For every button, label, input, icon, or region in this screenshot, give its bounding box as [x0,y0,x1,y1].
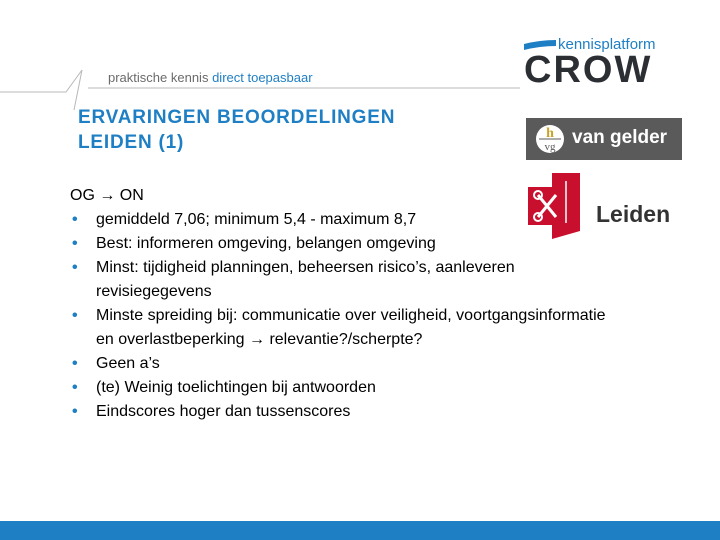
bullet-icon: • [72,379,78,396]
list-item-text: Minste spreiding bij: communicatie over veiligheid, voortgangsinformatie [96,307,606,324]
list-item-text: Minst: tijdigheid planningen, beheersen risico’s, aanleveren [96,259,515,276]
crow-logo [520,36,682,91]
tagline [108,70,313,85]
tagline-accent-text: direct toepasbaar [212,70,313,85]
list-item [70,376,690,400]
van-gelder-mark-bottom: vg [544,141,556,153]
list-item-text: (te) Weinig toelichtingen bij antwoorden [96,379,376,396]
arrow-icon: → [249,331,265,348]
crow-wordmark: CROW [524,49,653,86]
bullet-icon: • [72,403,78,420]
page-title-line-1: ERVARINGEN BEOORDELINGEN [78,107,396,128]
van-gelder-label: van gelder [572,127,668,148]
tagline-text: praktische kennis [108,70,209,85]
van-gelder-mark-icon [532,119,572,159]
arrow-icon: → [99,187,116,204]
list-item-text: Best: informeren omgeving, belangen omgeving [96,235,436,252]
page-title-line-2: LEIDEN (1) [78,132,185,153]
footer-bar [0,521,720,540]
heading-from: OG [70,187,95,204]
crow-subtitle: kennisplatform [558,36,656,53]
bullet-icon: • [72,355,78,372]
list-item [70,208,690,232]
bullet-icon: • [72,235,78,252]
van-gelder-logo [526,118,682,160]
leiden-label: Leiden [596,201,671,227]
page-title [78,105,395,155]
list-item-text: Eindscores hoger dan tussenscores [96,403,351,420]
bullet-icon: • [72,307,78,324]
slide-content [70,184,690,424]
bullet-icon: • [72,211,78,228]
heading-to: ON [119,187,144,204]
bullet-icon: • [72,259,78,276]
list-item [70,232,690,256]
list-item-text-continued: relevantie?/scherpte? [269,331,423,348]
list-item [70,400,690,424]
list-item [70,304,690,352]
list-item-text: Geen a’s [96,355,160,372]
van-gelder-mark-top: h [546,126,554,141]
list-item-text: gemiddeld 7,06; minimum 5,4 - maximum 8,7 [96,211,417,228]
list-item [70,256,690,304]
list-item-text-continued: revisiegegevens [96,283,212,300]
list-item [70,352,690,376]
content-heading [70,184,690,208]
bullet-list [70,208,690,424]
list-item-text-continued: en overlastbeperking [96,331,245,348]
